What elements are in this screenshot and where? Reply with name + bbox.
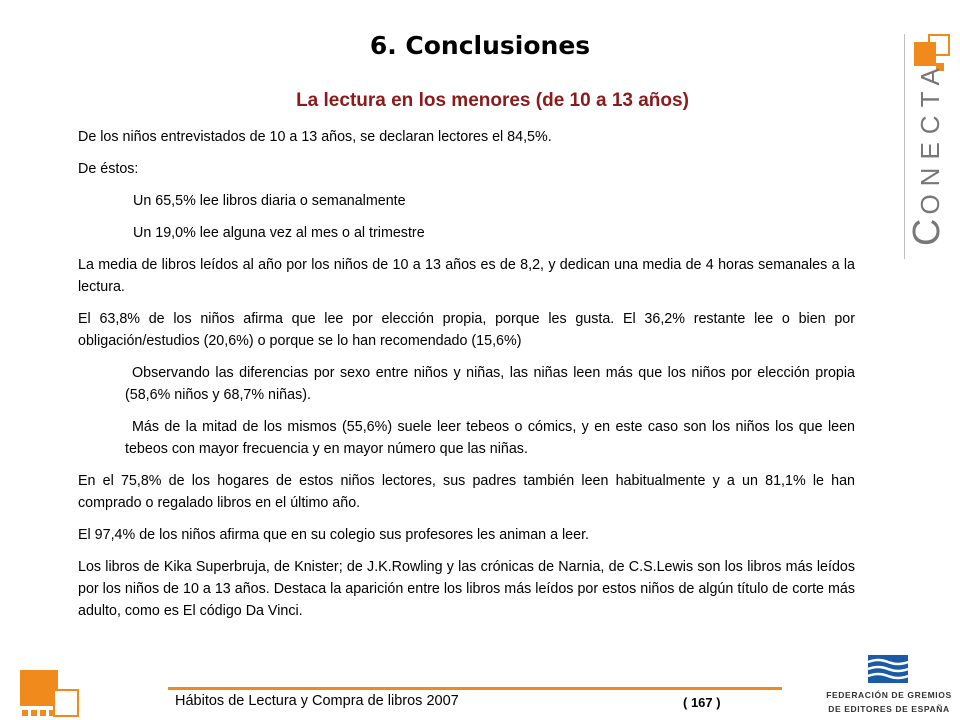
logo-divider xyxy=(904,34,905,259)
paragraph-choice: El 63,8% de los niños afirma que lee por elección propia, porque les gusta. El 36,2% restante lee o bien por obligación/estudios (20,6%) o porque se lo han recomendado (15,6%) xyxy=(78,311,855,349)
conecta-logo: CONECTA xyxy=(906,60,948,246)
paragraph-average-books: La media de libros leídos al año por los niños de 10 a 13 años es de 8,2, y dedican una media de 4 horas semanales a la lectura. xyxy=(78,257,855,295)
paragraph-monthly-readers: Un 19,0% lee alguna vez al mes o al trimestre xyxy=(133,225,425,241)
federation-line-2: DE EDITORES DE ESPAÑA xyxy=(828,704,950,714)
paragraph-popular-books: Los libros de Kika Superbruja, de Knister; de J.K.Rowling y las crónicas de Narnia, de C.S.Lewis son los libros más leídos por los niños de 10 a 13 años. Destaca la aparición entre los libros más leídos por estos niños de algún título de corte más adulto, como es El código Da Vinci. xyxy=(78,559,855,619)
paragraph-comics: Más de la mitad de los mismos (55,6%) suele leer tebeos o cómics, y en este caso son los niños los que leen tebeos con mayor frecuencia y en mayor número que las niñas. xyxy=(125,419,855,457)
page-number: ( 167 ) xyxy=(683,695,721,710)
body-text xyxy=(78,126,855,632)
federation-wave-icon xyxy=(868,655,908,683)
paragraph-parents: En el 75,8% de los hogares de estos niños lectores, sus padres también leen habitualmente y a un 81,1% le han comprado o regalado libros en el último año. xyxy=(78,473,855,511)
section-subtitle: La lectura en los menores (de 10 a 13 años) xyxy=(296,90,689,111)
paragraph-gender-differences: Observando las diferencias por sexo entre niños y niñas, las niñas leen más que los niños por elección propia (58,6% niños y 68,7% niñas). xyxy=(125,365,855,403)
paragraph-readers: De los niños entrevistados de 10 a 13 años, se declaran lectores el 84,5%. xyxy=(78,129,552,145)
paragraph-of-these: De éstos: xyxy=(78,161,139,177)
paragraph-weekly-readers: Un 65,5% lee libros diaria o semanalmente xyxy=(133,193,406,209)
page-title: 6. Conclusiones xyxy=(369,31,591,60)
footer-rule xyxy=(168,687,782,690)
footer-title: Hábitos de Lectura y Compra de libros 2007 xyxy=(175,693,459,709)
paragraph-teachers: El 97,4% de los niños afirma que en su colegio sus profesores les animan a leer. xyxy=(78,527,590,543)
orange-squares-icon xyxy=(20,664,82,720)
federation-line-1: FEDERACIÓN DE GREMIOS xyxy=(826,690,952,700)
